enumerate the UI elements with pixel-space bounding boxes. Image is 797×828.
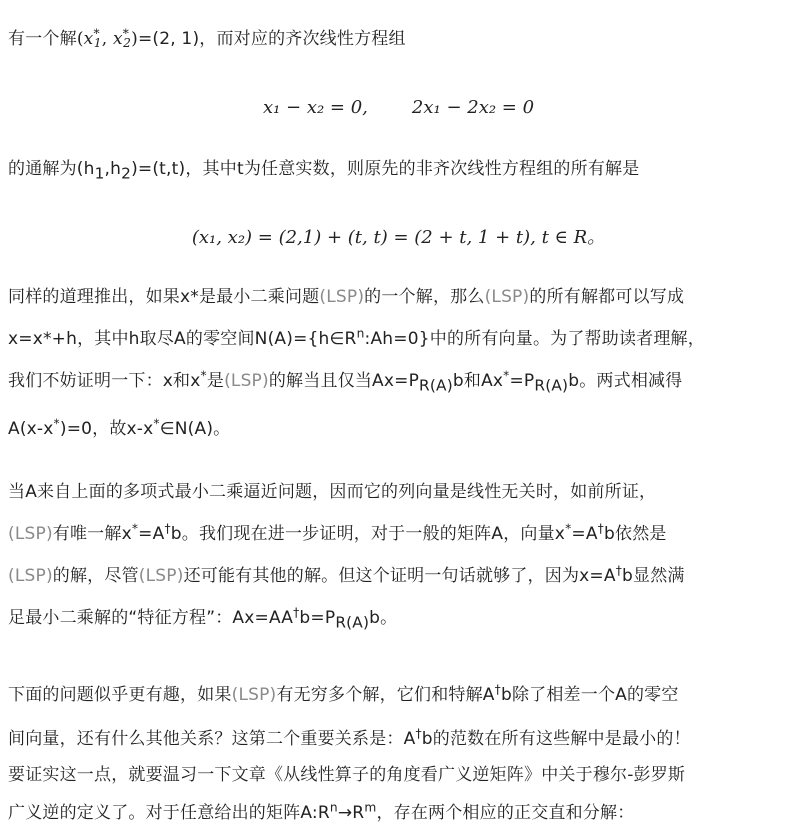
superscript-m: m — [364, 800, 377, 815]
equation-right: 2x₁ − 2x₂ = 0 — [411, 97, 535, 118]
lsp-term: (LSP) — [8, 566, 53, 586]
general-solution-text-2: ,h — [104, 159, 122, 179]
text: b显然满 — [622, 566, 685, 586]
text: 我们不妨证明一下：x和x — [8, 371, 201, 391]
general-solution-text: 的通解为(h — [8, 159, 95, 179]
paragraph-minimum-norm-line-4 — [8, 800, 634, 826]
text: 间向量，还有什么其他关系？这第二个重要关系是：A — [8, 729, 416, 749]
paragraph-unique-line-1 — [8, 479, 656, 505]
text: b的范数在所有这些解中是最小的！ — [421, 729, 691, 749]
text: 有无穷多个解，它们和特解A — [276, 685, 495, 705]
superscript-dagger: † — [164, 521, 171, 536]
paragraph-unique-line-3 — [8, 563, 685, 589]
equation-all-solutions — [0, 225, 797, 251]
text: x=x*+h，其中h取尽A的零空间N(A)={h∈R — [8, 329, 357, 349]
superscript-dagger: † — [597, 521, 604, 536]
superscript-star: * — [503, 368, 510, 383]
text: 是 — [206, 371, 225, 391]
general-solution-text-3: )=(t,t)，其中t为任意实数，则原先的非齐次线性方程组的所有解是 — [131, 159, 640, 179]
paragraph-lsp-line-2 — [8, 326, 705, 352]
text: 还可能有其他的解。但这个证明一句话就够了，因为x=A — [183, 566, 616, 586]
text: ∈N(A)。 — [159, 419, 231, 439]
text: A(x-x — [8, 419, 54, 439]
text: 广义逆的定义了。对于任意给出的矩阵A:R — [8, 803, 330, 823]
text: =P — [509, 371, 535, 391]
superscript-dagger: † — [494, 682, 501, 697]
solution-vector: ($x^*_1$, $x^*_2$) — [76, 26, 138, 51]
superscript-dagger: † — [615, 563, 623, 578]
text: 要证实这一点，就要温习一下文章 — [8, 765, 266, 785]
lsp-term: (LSP) — [319, 287, 365, 307]
article-link[interactable]: 《从线性算子的角度看广义逆矩阵》 — [266, 765, 542, 785]
text: 的解当且仅当Ax=P — [268, 371, 420, 391]
text: 的解，尽管 — [52, 566, 139, 586]
text: b和Ax — [452, 371, 504, 391]
superscript-star: * — [200, 368, 207, 383]
intro-text-tail: =(2, 1)，而对应的齐次线性方程组 — [137, 29, 406, 49]
text: 有唯一解x — [52, 524, 132, 544]
superscript-star: * — [153, 416, 160, 431]
subscript-range: R(A) — [419, 376, 453, 395]
text: 当A来自上面的多项式最小二乘逼近问题，因而它的列向量是线性无关时，如前所证， — [8, 482, 657, 502]
paragraph-lsp-line-3 — [8, 368, 682, 394]
text: 中关于穆尔-彭罗斯 — [541, 765, 686, 785]
text: 同样的道理推出，如果x*是最小二乘问题 — [8, 287, 320, 307]
superscript-n: n — [329, 800, 338, 815]
lsp-term: (LSP) — [484, 287, 530, 307]
text: b除了相差一个A的零空 — [500, 685, 679, 705]
superscript-dagger: † — [415, 726, 422, 741]
superscript-n: n — [356, 326, 365, 341]
paragraph-intro — [8, 26, 406, 52]
paragraph-minimum-norm-line-2 — [8, 726, 691, 752]
text: b。两式相减得 — [568, 371, 683, 391]
text: b=P — [299, 608, 336, 628]
subscript-range: R(A) — [335, 613, 370, 632]
lsp-term: (LSP) — [138, 566, 184, 586]
text: 的一个解，那么 — [364, 287, 485, 307]
equation-homogeneous — [0, 95, 797, 121]
arrow-text: →R — [337, 803, 365, 823]
text: 的所有解都可以写成 — [529, 287, 685, 307]
superscript-dagger: † — [293, 605, 300, 620]
paragraph-unique-line-2 — [8, 521, 667, 547]
lsp-term: (LSP) — [8, 524, 53, 544]
text: b。我们现在进一步证明，对于一般的矩阵A，向量x — [170, 524, 566, 544]
paragraph-unique-line-4 — [8, 605, 397, 631]
text: 下面的问题似乎更有趣，如果 — [8, 685, 232, 705]
text: ，存在两个相应的正交直和分解： — [376, 803, 635, 823]
text: b依然是 — [604, 524, 667, 544]
text: :Ah=0}中的所有向量。为了帮助读者理解， — [364, 329, 705, 349]
text: 足最小二乘解的“特征方程”：Ax=AA — [8, 608, 294, 628]
lsp-term: (LSP) — [231, 685, 277, 705]
superscript-star: * — [53, 416, 60, 431]
subscript-range: R(A) — [534, 376, 569, 395]
text: =A — [138, 524, 165, 544]
text: )=0，故x-x — [59, 419, 154, 439]
paragraph-lsp-line-1 — [8, 284, 684, 310]
equation-left: x₁ − x₂ = 0, — [262, 97, 368, 118]
h2-subscript: 2 — [121, 164, 132, 183]
superscript-star: * — [565, 521, 572, 536]
paragraph-lsp-line-4 — [8, 416, 230, 442]
paragraph-minimum-norm-line-1 — [8, 682, 679, 708]
intro-text: 有一个解 — [8, 29, 77, 49]
equation-all-solutions-text: (x₁, x₂) = (2,1) + (t, t) = (2 + t, 1 + t), t ∈ R。 — [191, 227, 606, 248]
text: =A — [571, 524, 598, 544]
paragraph-minimum-norm-line-3 — [8, 762, 685, 788]
text: b。 — [369, 608, 398, 628]
h1-subscript: 1 — [94, 164, 105, 183]
superscript-star: * — [131, 521, 139, 536]
lsp-term: (LSP) — [224, 371, 269, 391]
paragraph-general-solution — [8, 156, 639, 182]
